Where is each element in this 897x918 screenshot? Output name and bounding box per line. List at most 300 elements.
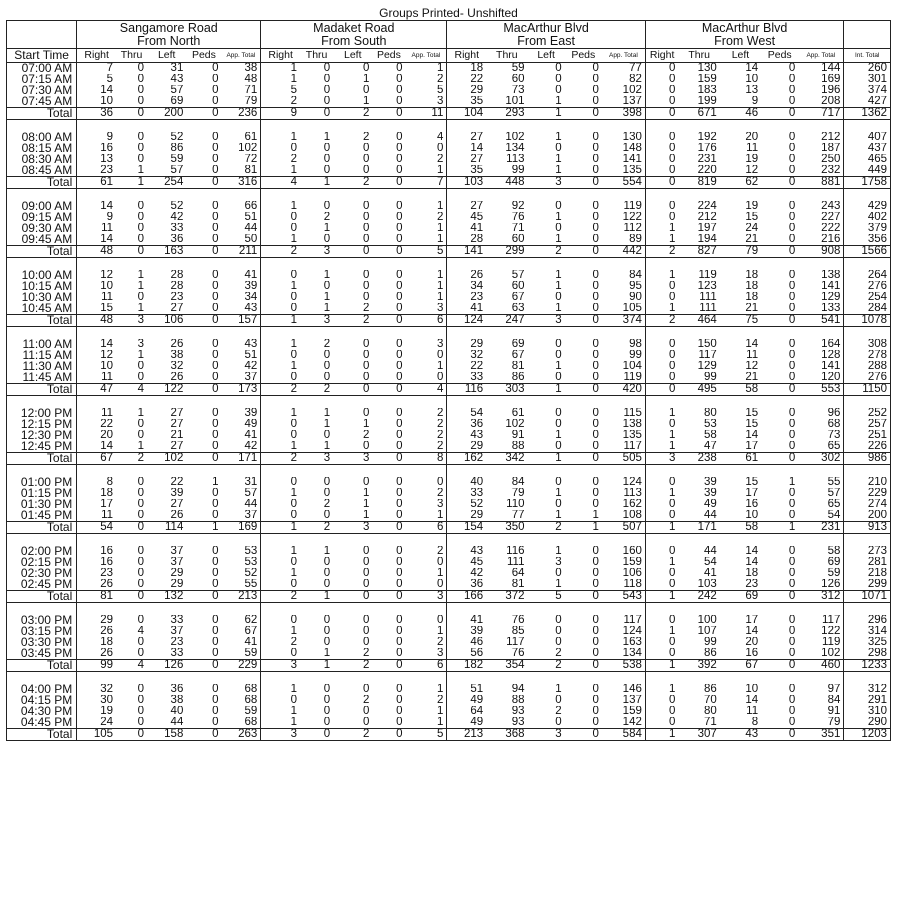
value-cell: 0 bbox=[592, 292, 599, 303]
value-cell: 39 bbox=[703, 477, 717, 488]
app-total-cell: 187 bbox=[821, 143, 841, 154]
spacer-cell bbox=[186, 120, 221, 133]
table-row bbox=[7, 488, 891, 499]
value-cell: 0 bbox=[788, 292, 796, 303]
value-cell: 0 bbox=[137, 96, 145, 107]
value-cell: 28 bbox=[170, 281, 184, 292]
value-cell: 0 bbox=[363, 234, 370, 245]
value-cell: 0 bbox=[592, 74, 599, 85]
app-total-cell: 541 bbox=[798, 315, 844, 327]
value-cell: 0 bbox=[592, 626, 599, 637]
int-total-corner-2 bbox=[844, 35, 891, 49]
spacer-cell bbox=[405, 396, 446, 409]
value-cell: 0 bbox=[137, 234, 145, 245]
value-cell: 27 bbox=[447, 132, 486, 143]
value-cell: 0 bbox=[261, 223, 300, 234]
value-cell: 0 bbox=[592, 430, 599, 441]
value-cell: 18 bbox=[745, 292, 759, 303]
int-total-cell: 1078 bbox=[844, 315, 891, 327]
value-cell: 111 bbox=[507, 557, 525, 568]
value-cell: 1 bbox=[261, 408, 300, 419]
value-cell: 29 bbox=[447, 339, 486, 350]
app-total-cell: 66 bbox=[244, 201, 258, 212]
value-cell: 0 bbox=[323, 615, 331, 626]
spacer-cell bbox=[261, 120, 300, 133]
spacer-cell bbox=[798, 189, 844, 202]
spacer-cell bbox=[405, 189, 446, 202]
value-cell: 8 bbox=[751, 717, 759, 728]
total-row bbox=[7, 177, 891, 189]
value-cell: 0 bbox=[396, 339, 403, 350]
start-time-cell: 01:30 PM bbox=[7, 499, 77, 510]
value-cell: 0 bbox=[323, 684, 331, 695]
start-time-cell: 03:45 PM bbox=[7, 648, 77, 660]
value-cell: 101 bbox=[505, 96, 525, 107]
value-cell: 0 bbox=[396, 292, 403, 303]
spacer-row bbox=[7, 534, 891, 547]
value-cell: 0 bbox=[592, 350, 599, 361]
value-cell: 32 bbox=[170, 361, 184, 372]
spacer-cell bbox=[116, 465, 147, 478]
value-cell: 39 bbox=[170, 488, 184, 499]
spacer-cell bbox=[116, 189, 147, 202]
col-header-app-total: App. Total bbox=[221, 49, 260, 63]
app-total-cell: 135 bbox=[622, 430, 642, 441]
value-cell: 0 bbox=[212, 430, 219, 441]
value-cell: 176 bbox=[697, 143, 717, 154]
value-cell: 0 bbox=[555, 74, 562, 85]
value-cell: 42 bbox=[447, 568, 486, 579]
spacer-cell bbox=[565, 258, 602, 271]
value-cell: 0 bbox=[396, 372, 403, 383]
app-total-cell: 68 bbox=[244, 684, 258, 695]
value-cell: 99 bbox=[511, 165, 525, 176]
value-cell: 194 bbox=[697, 234, 717, 245]
value-cell: 26 bbox=[170, 339, 184, 350]
spacer-cell bbox=[186, 327, 221, 340]
value-cell: 21 bbox=[170, 430, 184, 441]
spacer-cell bbox=[720, 465, 761, 478]
spacer-cell bbox=[565, 672, 602, 685]
value-cell: 238 bbox=[678, 453, 719, 465]
value-cell: 0 bbox=[363, 281, 370, 292]
app-total-cell: 3 bbox=[436, 648, 444, 659]
value-cell: 0 bbox=[137, 684, 145, 695]
int-total-cell: 407 bbox=[844, 132, 891, 143]
value-cell: 51 bbox=[447, 684, 486, 695]
value-cell: 0 bbox=[565, 729, 602, 741]
value-cell: 14 bbox=[745, 626, 759, 637]
value-cell: 0 bbox=[788, 557, 796, 568]
spacer-cell bbox=[261, 327, 300, 340]
app-total-cell: 31 bbox=[244, 477, 258, 488]
value-cell: 107 bbox=[697, 626, 717, 637]
value-cell: 0 bbox=[645, 648, 678, 660]
value-cell: 199 bbox=[697, 96, 717, 107]
value-cell: 15 bbox=[77, 303, 116, 315]
value-cell: 0 bbox=[261, 292, 300, 303]
value-cell: 0 bbox=[261, 419, 300, 430]
spacer-cell bbox=[678, 327, 719, 340]
value-cell: 0 bbox=[212, 143, 219, 154]
app-total-cell: 227 bbox=[821, 212, 841, 223]
value-cell: 0 bbox=[645, 372, 678, 384]
value-cell: 29 bbox=[447, 441, 486, 453]
app-total-cell: 169 bbox=[221, 522, 260, 534]
value-cell: 1 bbox=[645, 660, 678, 672]
spacer-cell bbox=[147, 465, 186, 478]
app-total-cell: 42 bbox=[244, 441, 258, 452]
spacer-cell bbox=[761, 534, 798, 547]
value-cell: 32 bbox=[447, 350, 486, 361]
col-header-left: Left bbox=[528, 49, 565, 63]
value-cell: 43 bbox=[720, 729, 761, 741]
value-cell: 0 bbox=[333, 591, 372, 603]
app-total-cell: 57 bbox=[244, 488, 258, 499]
value-cell: 2 bbox=[300, 384, 333, 396]
value-cell: 2 bbox=[528, 246, 565, 258]
value-cell: 0 bbox=[592, 477, 599, 488]
value-cell: 0 bbox=[645, 477, 678, 488]
int-total-cell: 281 bbox=[844, 557, 891, 568]
app-total-cell: 124 bbox=[622, 477, 642, 488]
value-cell: 2 bbox=[300, 522, 333, 534]
value-cell: 0 bbox=[372, 522, 405, 534]
value-cell: 1 bbox=[137, 408, 145, 419]
app-total-cell: 208 bbox=[821, 96, 841, 107]
value-cell: 79 bbox=[511, 488, 525, 499]
value-cell: 17 bbox=[745, 441, 759, 452]
value-cell: 40 bbox=[447, 477, 486, 488]
app-total-cell: 82 bbox=[629, 74, 642, 85]
value-cell: 14 bbox=[745, 430, 759, 441]
total-row bbox=[7, 246, 891, 258]
value-cell: 0 bbox=[212, 695, 219, 706]
value-cell: 182 bbox=[447, 660, 486, 672]
value-cell: 17 bbox=[77, 499, 116, 510]
col-header-right: Right bbox=[77, 49, 116, 63]
spacer-cell bbox=[447, 603, 486, 616]
value-cell: 2 bbox=[363, 132, 370, 143]
value-cell: 0 bbox=[555, 408, 562, 419]
value-cell: 20 bbox=[745, 637, 759, 648]
spacer-cell bbox=[528, 603, 565, 616]
value-cell: 111 bbox=[699, 292, 717, 303]
value-cell: 1 bbox=[645, 234, 678, 246]
value-cell: 22 bbox=[447, 361, 486, 372]
app-total-cell: 3 bbox=[436, 96, 444, 107]
value-cell: 0 bbox=[645, 74, 678, 85]
value-cell: 0 bbox=[212, 85, 219, 96]
value-cell: 0 bbox=[645, 108, 678, 120]
app-total-cell: 89 bbox=[629, 234, 642, 245]
value-cell: 129 bbox=[697, 361, 717, 372]
app-total-cell: 442 bbox=[602, 246, 645, 258]
app-total-cell: 98 bbox=[629, 339, 642, 350]
table-row bbox=[7, 717, 891, 729]
value-cell: 18 bbox=[77, 637, 116, 648]
spacer-cell bbox=[761, 396, 798, 409]
value-cell: 0 bbox=[212, 419, 219, 430]
start-time-cell: 03:15 PM bbox=[7, 626, 77, 637]
table-row bbox=[7, 223, 891, 234]
value-cell: 42 bbox=[170, 212, 184, 223]
value-cell: 33 bbox=[170, 223, 184, 234]
spacer-cell bbox=[300, 603, 333, 616]
app-total-cell: 41 bbox=[244, 637, 258, 648]
value-cell: 0 bbox=[788, 684, 796, 695]
app-total-cell: 1 bbox=[436, 717, 444, 728]
value-cell: 67 bbox=[511, 350, 525, 361]
table-row bbox=[7, 292, 891, 303]
value-cell: 36 bbox=[170, 684, 184, 695]
spacer-cell bbox=[221, 327, 260, 340]
app-total-cell: 57 bbox=[827, 488, 841, 499]
app-total-cell: 96 bbox=[827, 408, 841, 419]
app-total-cell: 51 bbox=[244, 212, 258, 223]
start-time-cell: 08:45 AM bbox=[7, 165, 77, 177]
app-total-cell: 99 bbox=[629, 350, 642, 361]
spacer-cell bbox=[720, 603, 761, 616]
start-time-cell: 09:45 AM bbox=[7, 234, 77, 246]
value-cell: 0 bbox=[396, 361, 403, 372]
app-total-cell: 144 bbox=[821, 62, 841, 74]
app-total-cell: 1 bbox=[436, 626, 444, 637]
value-cell: 28 bbox=[170, 270, 184, 281]
value-cell: 1 bbox=[645, 430, 678, 441]
start-time-cell: 09:00 AM bbox=[7, 201, 77, 212]
value-cell: 41 bbox=[703, 568, 717, 579]
value-cell: 0 bbox=[186, 384, 221, 396]
app-total-cell: 507 bbox=[602, 522, 645, 534]
value-cell: 0 bbox=[323, 62, 331, 74]
spacer-cell bbox=[147, 396, 186, 409]
spacer-cell bbox=[300, 120, 333, 133]
value-cell: 0 bbox=[565, 315, 602, 327]
value-cell: 342 bbox=[486, 453, 527, 465]
value-cell: 132 bbox=[147, 591, 186, 603]
value-cell: 62 bbox=[720, 177, 761, 189]
value-cell: 0 bbox=[212, 96, 219, 107]
value-cell: 4 bbox=[116, 660, 147, 672]
int-total-cell: 429 bbox=[844, 201, 891, 212]
spacer-cell bbox=[486, 396, 527, 409]
app-total-cell: 34 bbox=[244, 292, 258, 303]
value-cell: 0 bbox=[212, 62, 219, 74]
table-row bbox=[7, 270, 891, 281]
table-row bbox=[7, 499, 891, 510]
report-title: Groups Printed- Unshifted bbox=[379, 6, 518, 20]
table-row bbox=[7, 568, 891, 579]
value-cell: 154 bbox=[447, 522, 486, 534]
value-cell: 2 bbox=[333, 177, 372, 189]
value-cell: 0 bbox=[372, 108, 405, 120]
value-cell: 73 bbox=[511, 85, 525, 96]
app-total-cell: 5 bbox=[405, 729, 446, 741]
value-cell: 1 bbox=[555, 430, 562, 441]
int-total-cell: 276 bbox=[844, 281, 891, 292]
value-cell: 60 bbox=[511, 234, 525, 245]
value-cell: 29 bbox=[447, 85, 486, 96]
app-total-cell: 148 bbox=[622, 143, 642, 154]
spacer-cell bbox=[77, 120, 116, 133]
value-cell: 0 bbox=[396, 132, 403, 143]
value-cell: 2 bbox=[645, 246, 678, 258]
start-time-cell: 12:45 PM bbox=[7, 441, 77, 453]
spacer-cell bbox=[77, 258, 116, 271]
app-total-cell: 1 bbox=[436, 568, 444, 579]
int-total-cell: 402 bbox=[844, 212, 891, 223]
value-cell: 0 bbox=[645, 510, 678, 522]
value-cell: 0 bbox=[212, 165, 219, 176]
app-total-cell: 1 bbox=[436, 281, 444, 292]
value-cell: 19 bbox=[745, 154, 759, 165]
int-total-cell: 251 bbox=[844, 430, 891, 441]
value-cell: 3 bbox=[300, 453, 333, 465]
value-cell: 0 bbox=[212, 270, 219, 281]
app-total-cell: 316 bbox=[221, 177, 260, 189]
value-cell: 22 bbox=[170, 477, 184, 488]
value-cell: 1 bbox=[555, 96, 562, 107]
value-cell: 1 bbox=[363, 419, 370, 430]
value-cell: 1 bbox=[300, 591, 333, 603]
value-cell: 37 bbox=[170, 626, 184, 637]
start-time-cell: 03:00 PM bbox=[7, 615, 77, 626]
start-time-cell: 04:45 PM bbox=[7, 717, 77, 729]
value-cell: 0 bbox=[788, 510, 796, 521]
value-cell: 0 bbox=[323, 201, 331, 212]
table-row bbox=[7, 706, 891, 717]
start-time-cell: 01:00 PM bbox=[7, 477, 77, 488]
value-cell: 0 bbox=[396, 477, 403, 488]
approach-east-name: MacArthur Blvd bbox=[447, 21, 645, 36]
value-cell: 9 bbox=[751, 96, 759, 107]
value-cell: 2 bbox=[333, 660, 372, 672]
value-cell: 0 bbox=[186, 246, 221, 258]
value-cell: 79 bbox=[720, 246, 761, 258]
value-cell: 0 bbox=[396, 62, 403, 74]
int-total-cell: 229 bbox=[844, 488, 891, 499]
value-cell: 14 bbox=[745, 557, 759, 568]
spacer-cell bbox=[221, 396, 260, 409]
value-cell: 0 bbox=[555, 637, 562, 648]
app-total-cell: 160 bbox=[622, 546, 642, 557]
value-cell: 0 bbox=[363, 292, 370, 303]
col-header-thru: Thru bbox=[116, 49, 147, 63]
value-cell: 5 bbox=[261, 85, 300, 96]
table-row bbox=[7, 557, 891, 568]
spacer-cell bbox=[221, 603, 260, 616]
value-cell: 1 bbox=[261, 488, 300, 499]
value-cell: 0 bbox=[592, 637, 599, 648]
col-header-app-total: App. Total bbox=[405, 49, 446, 63]
value-cell: 0 bbox=[555, 695, 562, 706]
app-total-cell: 211 bbox=[221, 246, 260, 258]
table-row bbox=[7, 408, 891, 419]
spacer-cell bbox=[565, 327, 602, 340]
value-cell: 0 bbox=[323, 281, 331, 292]
spacer-cell bbox=[528, 465, 565, 478]
spacer-cell bbox=[602, 396, 645, 409]
int-total-cell: 291 bbox=[844, 695, 891, 706]
value-cell: 0 bbox=[333, 246, 372, 258]
value-cell: 0 bbox=[323, 96, 331, 107]
value-cell: 0 bbox=[788, 568, 796, 579]
value-cell: 110 bbox=[506, 499, 525, 510]
value-cell: 29 bbox=[447, 510, 486, 522]
table-row bbox=[7, 546, 891, 557]
column-header-row bbox=[7, 49, 891, 63]
spacer-cell bbox=[147, 534, 186, 547]
spacer-cell bbox=[528, 258, 565, 271]
value-cell: 1 bbox=[323, 408, 331, 419]
int-total-cell: 314 bbox=[844, 626, 891, 637]
value-cell: 464 bbox=[678, 315, 719, 327]
app-total-cell: 6 bbox=[405, 660, 446, 672]
value-cell: 0 bbox=[363, 441, 370, 452]
value-cell: 0 bbox=[116, 246, 147, 258]
value-cell: 27 bbox=[170, 419, 184, 430]
value-cell: 0 bbox=[555, 292, 562, 303]
value-cell: 0 bbox=[212, 568, 219, 579]
spacer-cell bbox=[761, 120, 798, 133]
app-total-cell: 302 bbox=[798, 453, 844, 465]
value-cell: 0 bbox=[396, 717, 403, 728]
value-cell: 0 bbox=[212, 706, 219, 717]
approach-west-direction: From West bbox=[645, 35, 844, 49]
int-total-cell: 276 bbox=[844, 372, 891, 384]
app-total-cell: 4 bbox=[405, 384, 446, 396]
value-cell: 14 bbox=[745, 695, 759, 706]
app-total-cell: 135 bbox=[622, 165, 642, 176]
app-total-cell: 3 bbox=[436, 339, 444, 350]
value-cell: 2 bbox=[333, 729, 372, 741]
spacer-cell bbox=[645, 327, 678, 340]
value-cell: 58 bbox=[703, 430, 717, 441]
value-cell: 0 bbox=[372, 177, 405, 189]
value-cell: 162 bbox=[447, 453, 486, 465]
value-cell: 0 bbox=[788, 303, 796, 314]
app-total-cell: 1 bbox=[436, 234, 444, 245]
total-row bbox=[7, 729, 891, 741]
int-total-cell: 465 bbox=[844, 154, 891, 165]
app-total-cell: 59 bbox=[244, 706, 258, 717]
app-total-cell: 119 bbox=[623, 372, 642, 383]
value-cell: 13 bbox=[745, 85, 759, 96]
value-cell: 19 bbox=[745, 201, 759, 212]
start-time-cell: 03:30 PM bbox=[7, 637, 77, 648]
counts-table bbox=[6, 20, 891, 741]
spacer-cell bbox=[333, 465, 372, 478]
value-cell: 0 bbox=[333, 384, 372, 396]
value-cell: 448 bbox=[486, 177, 527, 189]
value-cell: 0 bbox=[137, 201, 145, 212]
value-cell: 117 bbox=[698, 350, 717, 361]
table-row bbox=[7, 201, 891, 212]
app-total-cell: 55 bbox=[244, 579, 258, 590]
value-cell: 0 bbox=[137, 637, 145, 648]
start-time-cell: 10:45 AM bbox=[7, 303, 77, 315]
spacer-cell bbox=[333, 534, 372, 547]
value-cell: 86 bbox=[511, 372, 525, 383]
value-cell: 1 bbox=[645, 591, 678, 603]
spacer-cell bbox=[7, 672, 77, 685]
value-cell: 0 bbox=[116, 591, 147, 603]
value-cell: 2 bbox=[363, 430, 370, 441]
value-cell: 0 bbox=[645, 292, 678, 303]
spacer-cell bbox=[798, 534, 844, 547]
table-row bbox=[7, 303, 891, 315]
